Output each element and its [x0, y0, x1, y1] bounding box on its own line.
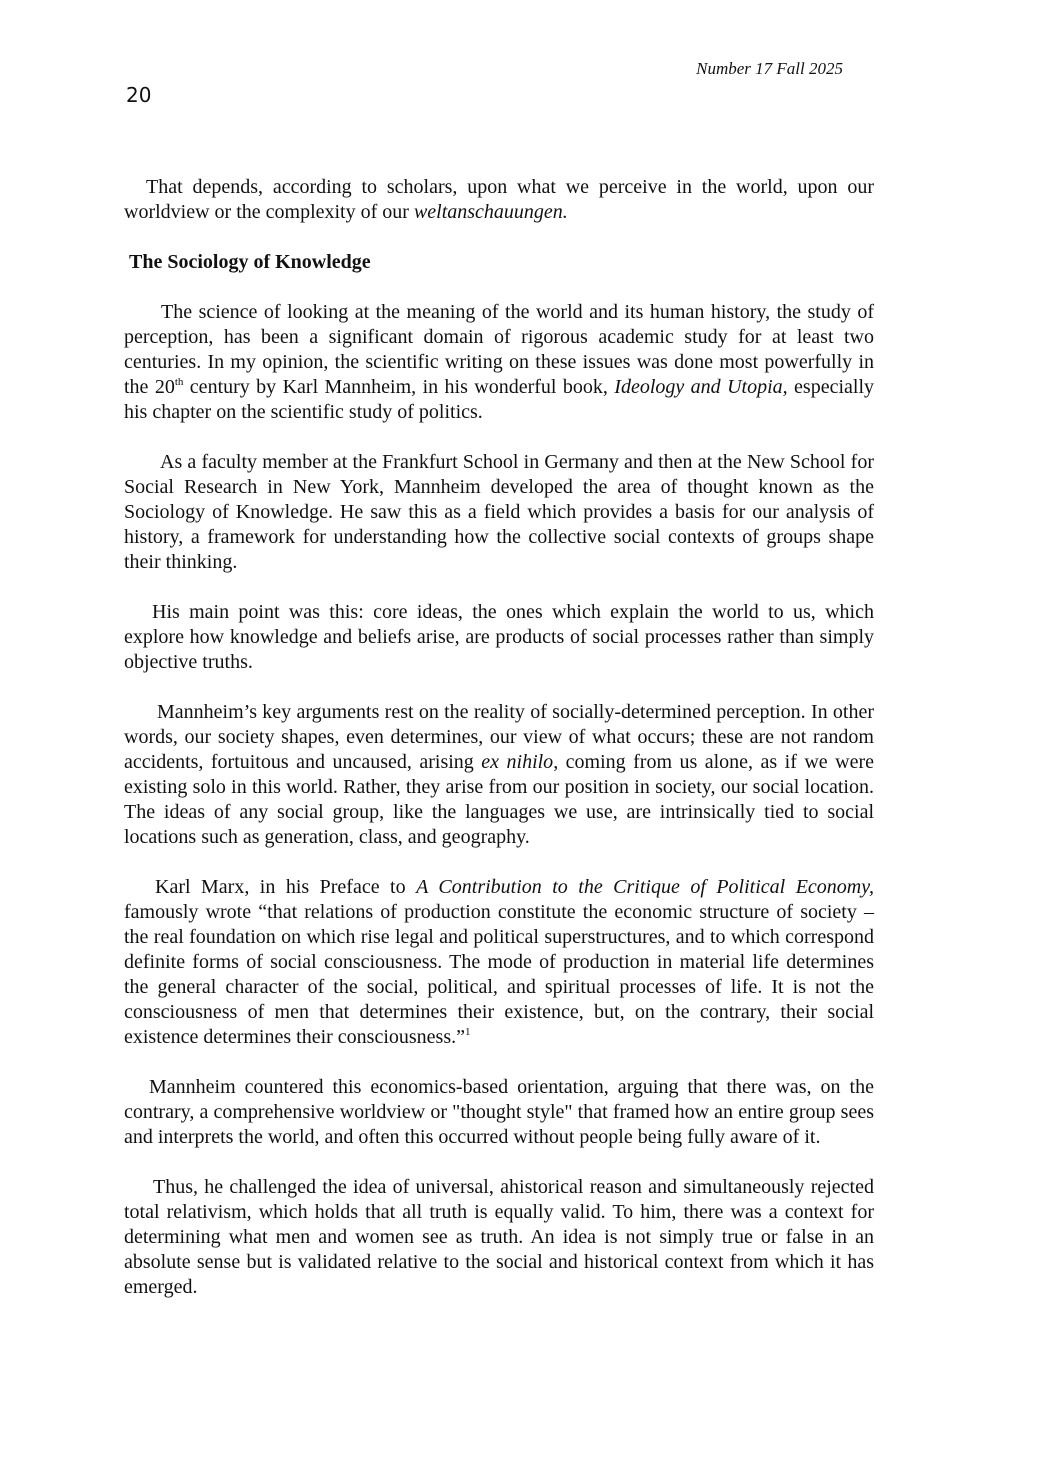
body-paragraph — [124, 1075, 874, 1150]
text-run: That depends, according to scholars, upon what we perceive in the world, upon our worldview or the complexity of our — [124, 176, 874, 223]
body-paragraph — [124, 875, 874, 1050]
text-run: His main point was this: core ideas, the ones which explain the world to us, which explore how knowledge and beliefs arise, are products of social processes rather than simply objective truths. — [124, 601, 874, 673]
body-paragraph — [124, 700, 874, 850]
text-run: Mannheim’s key arguments rest on the reality of socially-determined perception. In other words, our society shapes, even determines, our view of what occurs; these are not random accidents, fortuitous and uncaused, arising — [124, 701, 874, 773]
text-run: Mannheim countered this economics-based orientation, arguing that there was, on the contrary, a comprehensive worldview or "thought style" that framed how an entire group sees and interprets the world, and often this occurred without people being fully aware of it. — [124, 1076, 874, 1148]
page-number: 20 — [126, 83, 152, 107]
text-run: Thus, he challenged the idea of universal, ahistorical reason and simultaneously rejected total relativism, which holds that all truth is equally valid. To him, there was a context for determining what men and women see as truth. An idea is not simply true or false in an absolute sense but is validated relative to the social and historical context from which it has emerged. — [124, 1176, 874, 1298]
section-heading — [129, 250, 874, 275]
body-paragraph — [124, 450, 874, 575]
text-run: especially his chapter on the scientific study of politics. — [124, 376, 875, 423]
body-paragraph — [124, 1175, 874, 1300]
text-run: famously wrote “that relations of production constitute the economic structure of society – the real foundation on which rise legal and political superstructures, and to which correspond definite forms of social consciousness. The mode of production in material life determines the general character of the social, political, and spiritual processes of life. It is not the consciousness of men that determines their existence, but, on the contrary, their social existence determines their consciousness.” — [124, 901, 874, 1048]
superscript: 1 — [465, 1026, 471, 1038]
body-paragraph — [124, 300, 874, 425]
italic-text: ex nihilo — [481, 751, 554, 773]
text-run: As a faculty member at the Frankfurt School in Germany and then at the New School for Social Research in New York, Mannheim developed the area of thought known as the Sociology of Knowledge. He saw this as a field which provides a basis for our analysis of history, a framework for understanding how the collective social contexts of groups shape their thinking. — [124, 451, 874, 573]
italic-text: weltanschauungen. — [413, 201, 568, 223]
text-run: , coming from us alone, as if we were existing solo in this world. Rather, they arise from our position in society, our social location. The ideas of any social group, like the languages we use, are intrinsically tied to social locations such as generation, class, and geography. — [124, 751, 874, 848]
superscript: th — [174, 376, 184, 388]
text-run: The science of looking at the meaning of the world and its human history, the study of perception, has been a significant domain of rigorous academic study for at least two centuries. In my opinion, the scientific writing on these issues was done most powerfully in the 20 — [124, 301, 874, 398]
italic-text: A Contribution to the Critique of Political Economy, — [416, 876, 875, 898]
text-run: The Sociology of Knowledge — [129, 251, 371, 273]
body-paragraph — [124, 600, 874, 675]
body-paragraph — [124, 175, 874, 225]
italic-text: Ideology and Utopia, — [614, 376, 788, 398]
text-run: century by Karl Mannheim, in his wonderful book, — [183, 376, 615, 398]
article-body — [124, 175, 874, 1325]
text-run: Karl Marx, in his Preface to — [155, 876, 417, 898]
running-head: Number 17 Fall 2025 — [696, 59, 843, 78]
